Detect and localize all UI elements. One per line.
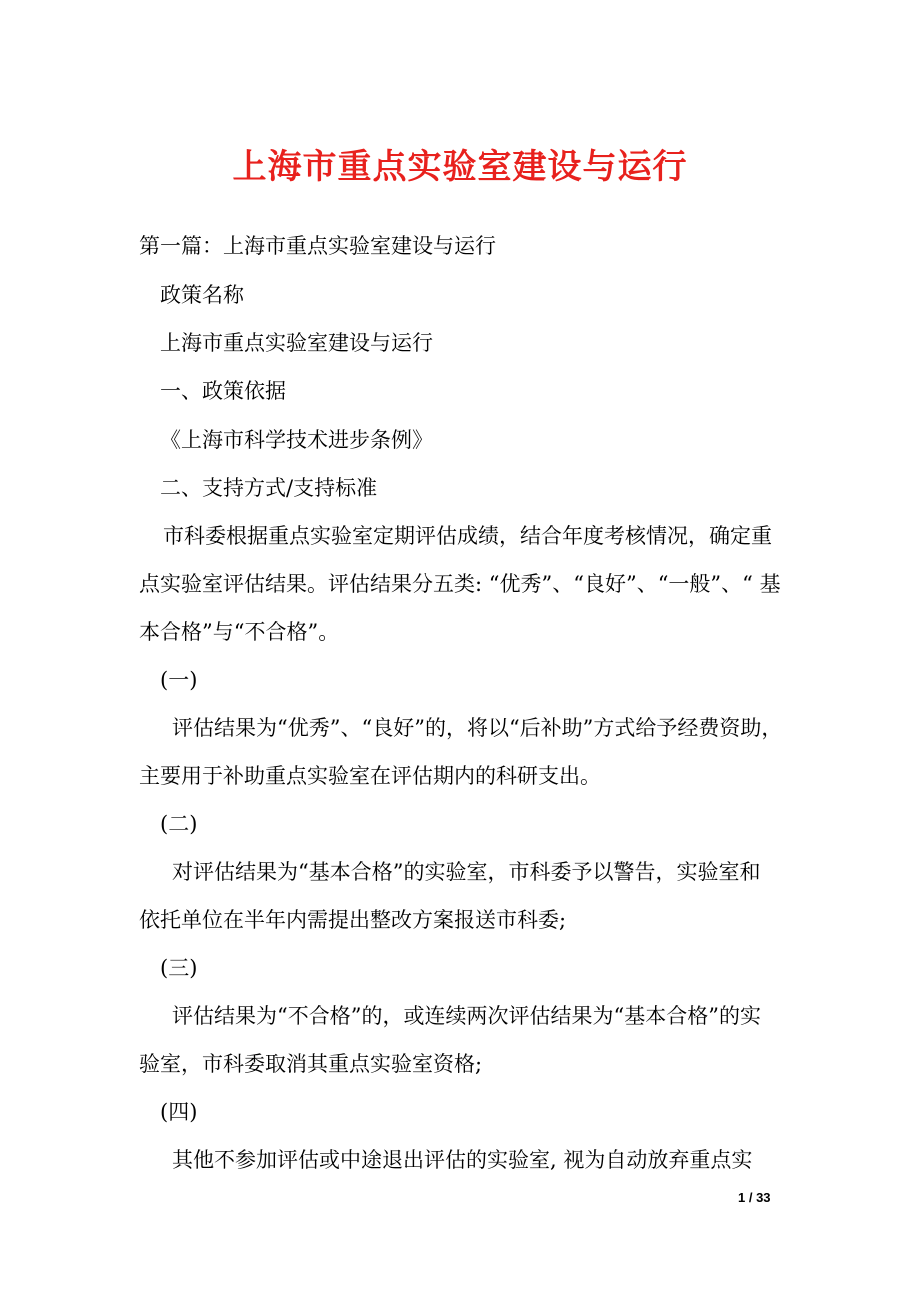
section-heading-first: 第一篇：上海市重点实验室建设与运行: [139, 234, 496, 258]
paragraph-line: 点实验室评估结果。评估结果分五类: “优秀”、“良好”、“一般”、“ 基: [139, 572, 781, 596]
item-marker-four: (四): [160, 1100, 198, 1124]
policy-basis-value: 《上海市科学技术进步条例》: [160, 428, 433, 452]
paragraph-line: 其他不参加评估或中途退出评估的实验室, 视为自动放弃重点实: [172, 1148, 753, 1172]
paragraph-line: 评估结果为“优秀”、“良好”的，将以“后补助”方式给予经费资助，: [172, 716, 783, 740]
paragraph-line: 评估结果为“不合格”的，或连续两次评估结果为“基本合格”的实: [172, 1004, 761, 1028]
policy-name-label: 政策名称: [160, 283, 244, 307]
heading-policy-basis: 一、政策依据: [160, 379, 286, 403]
paragraph-line: 市科委根据重点实验室定期评估成绩，结合年度考核情况，确定重: [163, 524, 772, 548]
item-marker-one: (一): [160, 668, 198, 692]
heading-support-method: 二、支持方式/支持标准: [160, 476, 378, 500]
paragraph-line: 验室，市科委取消其重点实验室资格;: [139, 1052, 483, 1076]
policy-name-value: 上海市重点实验室建设与运行: [160, 331, 433, 355]
paragraph-line: 本合格”与“不合格”。: [139, 620, 340, 644]
item-marker-two: (二): [160, 812, 198, 836]
paragraph-line: 对评估结果为“基本合格”的实验室，市科委予以警告，实验室和: [172, 860, 761, 884]
page-title: 上海市重点实验室建设与运行: [232, 147, 688, 187]
page-number: 1 / 33: [738, 1190, 771, 1205]
item-marker-three: (三): [160, 956, 198, 980]
paragraph-line: 主要用于补助重点实验室在评估期内的科研支出。: [139, 764, 601, 788]
paragraph-line: 依托单位在半年内需提出整改方案报送市科委;: [139, 908, 567, 932]
